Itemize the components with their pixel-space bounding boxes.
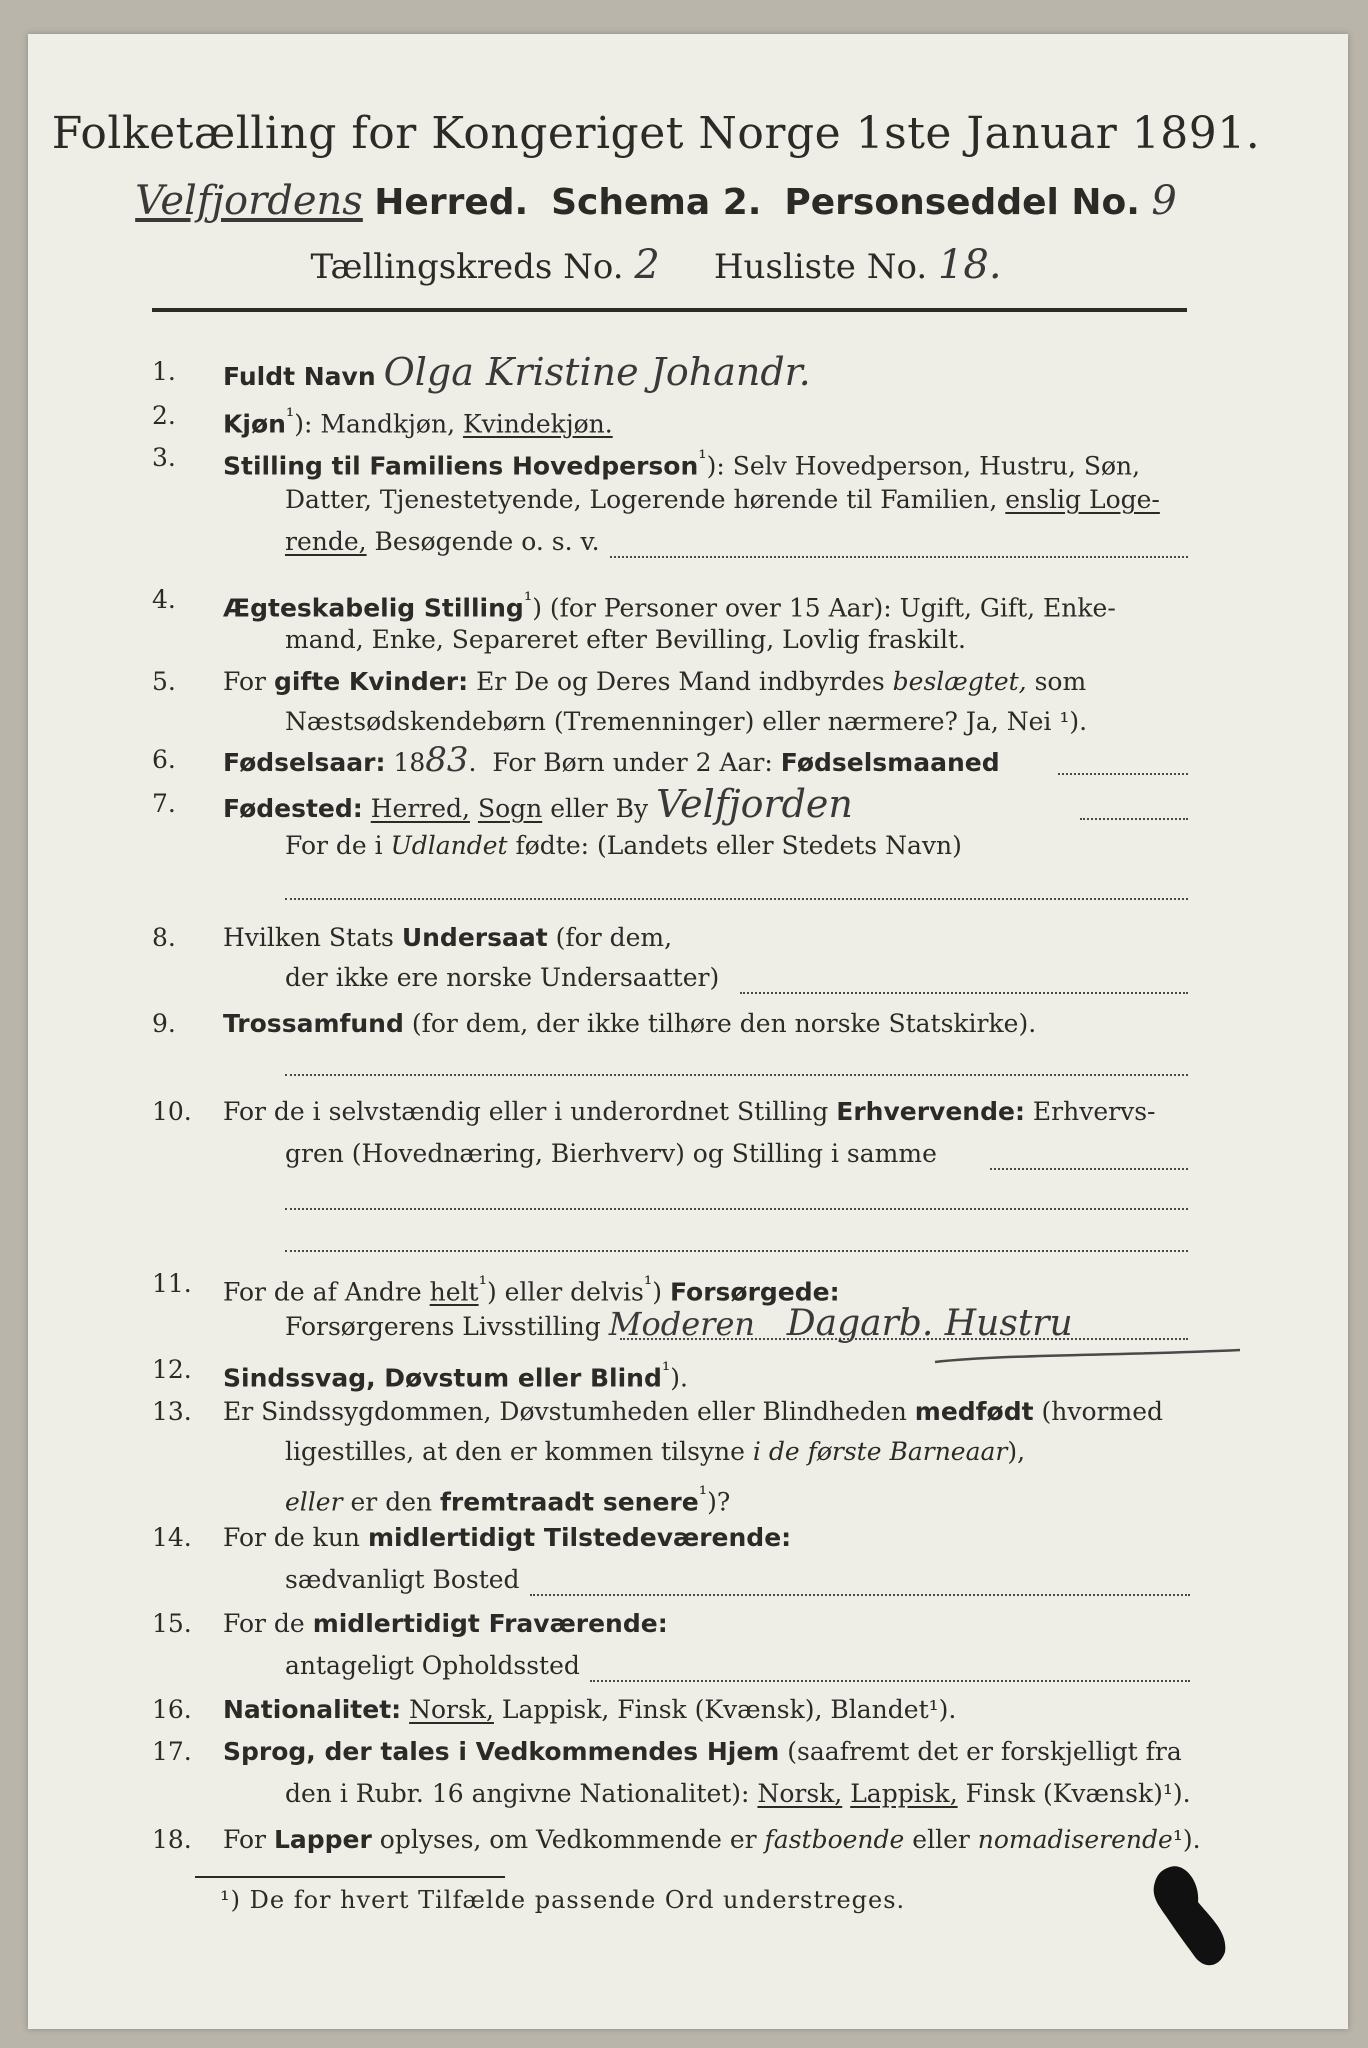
ink-blot	[1140, 1862, 1230, 1972]
birth-year-value: 83	[425, 740, 469, 780]
question-number: 7.	[152, 789, 176, 818]
schema-label: Schema 2.	[551, 182, 762, 223]
birthplace-value: Velfjorden	[656, 782, 853, 826]
question-number: 2.	[152, 401, 176, 430]
question-number: 8.	[152, 923, 176, 952]
answer-line	[1080, 818, 1188, 820]
answer-line	[285, 1074, 1188, 1076]
taellingskreds-line	[0, 242, 1340, 288]
question-number: 9.	[152, 1009, 176, 1038]
question-9: 9. Trossamfund (for dem, der ikke tilhøre den norske Statskirke).	[0, 1006, 1368, 1042]
question-14: 14. For de kun midlertidigt Tilstedeværende:	[0, 1520, 1368, 1556]
question-16: 16. Nationalitet: Norsk, Lappisk, Finsk (Kvænsk), Blandet¹).	[0, 1692, 1368, 1728]
answer-line	[620, 1338, 1188, 1340]
answer-line	[285, 1250, 1188, 1252]
taellingskreds-label: Tællingskreds No.	[310, 247, 624, 287]
question-number: 11.	[152, 1269, 192, 1298]
question-10: 10. For de i selvstændig eller i underordnet Stilling Erhvervende: Erhvervs-	[0, 1094, 1368, 1130]
footnote: ¹) De for hvert Tilfælde passende Ord understreges.	[220, 1886, 906, 1914]
supporter-occupation-value: Dagarb. Hustru	[786, 1303, 1073, 1344]
question-13: 13. Er Sindssygdommen, Døvstumheden eller Blindheden medfødt (hvormed	[0, 1394, 1368, 1430]
question-number: 4.	[152, 585, 176, 614]
birth-month-label: Fødselsmaaned	[780, 748, 1000, 777]
sex-option-female: Kvindekjøn.	[462, 409, 613, 439]
footnote-divider	[195, 1876, 505, 1878]
citizenship-label: Undersaat	[401, 923, 548, 952]
question-number: 1.	[152, 357, 176, 386]
taellingskreds-value: 2	[634, 242, 660, 288]
personseddel-value: 9	[1151, 178, 1177, 224]
marital-status-label: Ægteskabelig Stilling	[223, 593, 524, 623]
question-5: 5. For gifte Kvinder: Er De og Deres Mand indbyrdes beslægtet, som	[0, 664, 1368, 700]
question-12: 12. Sindssvag, Døvstum eller Blind$^{^1}$).	[0, 1352, 1368, 1388]
question-number: 5.	[152, 667, 176, 696]
nationality-label: Nationalitet:	[223, 1695, 402, 1724]
question-6: 6. Fødselsaar: 1883. For Børn under 2 Aar: Fødselsmaaned	[152, 740, 1000, 780]
question-1	[0, 350, 1368, 394]
question-number: 14.	[152, 1523, 192, 1552]
religion-label: Trossamfund	[223, 1009, 404, 1038]
question-17: 17. Sprog, der tales i Vedkommendes Hjem (saafremt det er forskjelligt fra	[0, 1734, 1368, 1770]
question-number: 18.	[152, 1825, 192, 1854]
herred-value: Velfjordens	[135, 178, 363, 224]
language-selected-lappisk: Lappisk,	[850, 1779, 958, 1808]
married-women-label: gifte Kvinder:	[273, 667, 469, 696]
birth-year-label: Fødselsaar:	[223, 748, 386, 777]
question-number: 15.	[152, 1609, 192, 1638]
question-15: 15. For de midlertidigt Fraværende:	[0, 1606, 1368, 1642]
personseddel-label: Personseddel No.	[784, 182, 1140, 223]
disability-label: Sindssvag, Døvstum eller Blind	[223, 1363, 662, 1393]
question-number: 3.	[152, 443, 176, 472]
answer-line	[740, 992, 1188, 994]
language-label: Sprog, der tales i Vedkommendes Hjem	[223, 1737, 780, 1766]
sex-option-male: Mandkjøn,	[320, 409, 456, 439]
question-number: 13.	[152, 1397, 192, 1426]
answer-line	[1058, 773, 1188, 775]
herred-line	[0, 178, 1340, 224]
question-11: 11. For de af Andre helt$^{^1}$) eller delvis$^{^1}$) Forsørgede:	[0, 1266, 1368, 1302]
language-selected-norsk: Norsk,	[757, 1779, 843, 1808]
answer-line	[610, 556, 1188, 558]
question-18: 18. For Lapper oplyses, om Vedkommende er fastboende eller nomadiserende¹).	[0, 1822, 1368, 1858]
form-title: Folketælling for Kongeriget Norge 1ste Januar 1891.	[51, 108, 1261, 159]
full-name-value: Olga Kristine Johandr.	[383, 350, 811, 394]
answer-line	[285, 1208, 1188, 1210]
husliste-value: 18.	[937, 242, 1002, 288]
question-number: 17.	[152, 1737, 192, 1766]
family-position-label: Stilling til Familiens Hovedperson	[223, 451, 699, 481]
question-number: 12.	[152, 1355, 192, 1384]
question-8: 8. Hvilken Stats Undersaat (for dem,	[0, 920, 1368, 956]
question-7: 7. Fødested: Herred, Sogn eller By Velfjorden	[152, 782, 853, 826]
herred-label: Herred.	[374, 182, 529, 223]
husliste-label: Husliste No.	[713, 247, 928, 287]
header-divider	[152, 308, 1187, 312]
question-4: 4. Ægteskabelig Stilling$^{^1}$) (for Personer over 15 Aar): Ugift, Gift, Enke-	[0, 582, 1368, 618]
answer-line	[285, 898, 1188, 900]
sex-label: Kjøn	[223, 409, 286, 439]
question-number: 6.	[152, 745, 176, 774]
temporary-absent-label: midlertidigt Fraværende:	[312, 1609, 668, 1638]
supported-label: Forsørgede:	[669, 1277, 840, 1307]
answer-line	[590, 1680, 1190, 1682]
occupation-label: Erhvervende:	[836, 1097, 1025, 1126]
nationality-selected: Norsk,	[409, 1695, 494, 1724]
lapps-label: Lapper	[273, 1825, 372, 1854]
question-number: 10.	[152, 1097, 192, 1126]
question-2: 2. Kjøn$^{^1}$): Mandkjøn, Kvindekjøn.	[0, 398, 1368, 434]
answer-line	[990, 1168, 1188, 1170]
congenital-label: medfødt	[914, 1397, 1034, 1426]
question-3: 3. Stilling til Familiens Hovedperson$^{^1}$): Selv Hovedperson, Hustru, Søn,	[0, 440, 1368, 476]
birthplace-label: Fødested:	[223, 794, 363, 823]
question-number: 16.	[152, 1695, 192, 1724]
temporary-present-label: midlertidigt Tilstedeværende:	[367, 1523, 792, 1552]
supporter-value: Moderen	[608, 1305, 755, 1343]
family-position-selected: enslig Loge-	[1005, 485, 1160, 514]
full-name-label: Fuldt Navn	[223, 362, 376, 391]
answer-line	[530, 1594, 1190, 1596]
